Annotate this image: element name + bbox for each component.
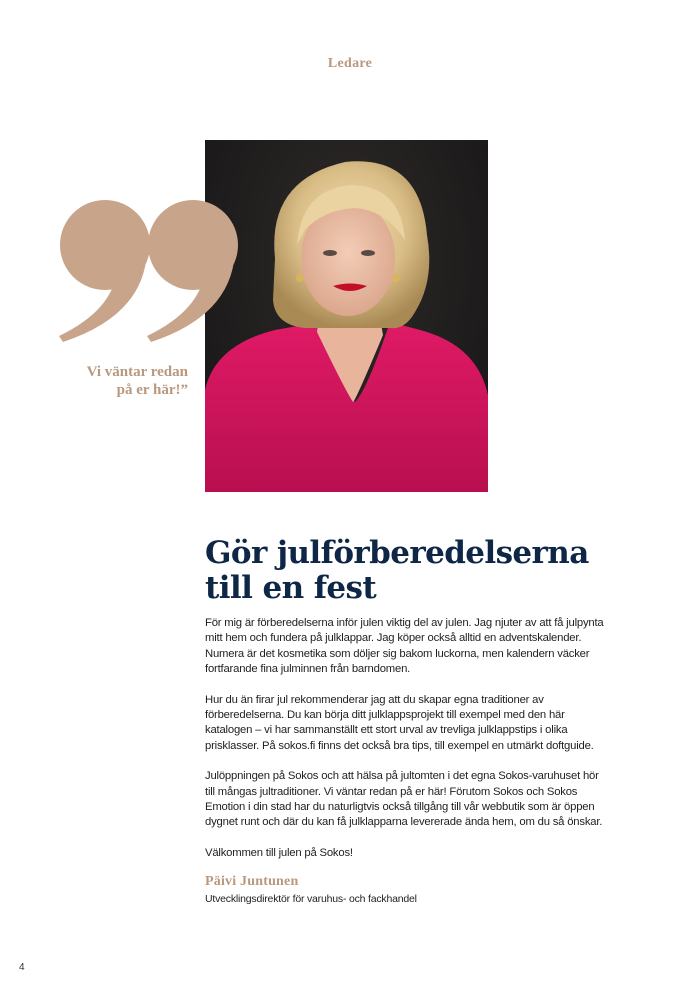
body-paragraph-2: Hur du än firar jul rekommenderar jag att du skapar egna traditioner av förberedelserna. Du kan börja ditt julklappsprojekt till exempel med den här katalogen – vi har sammanställt ett stort urval av trevliga julklappstips i olika prisklasser. På sokos.fi finns det också bra tips, till exempel en utmärkt doftguide. — [205, 693, 594, 752]
article-body — [205, 616, 605, 876]
closing-double-quote-icon — [55, 190, 245, 350]
body-paragraph-3: Julöppningen på Sokos och att hälsa på jultomten i det egna Sokos-varuhuset hör till mångas jultraditioner. Vi väntar redan på er här! Förutom Sokos och Sokos Emotion i din stad har du naturligtvis också tillgång till vår webbutik som är öppen dygnet runt och där du kan få julklapparna levererade ända hem, om du så önskar. — [205, 770, 603, 829]
article-headline — [205, 536, 645, 606]
pull-quote-line-2: på er här!” — [116, 382, 188, 398]
body-paragraph-1: För mig är förberedelserna inför julen viktig del av julen. Jag njuter av att få julpynta mitt hem och fundera på julklappar. Jag köper också alltid en adventskalender. Numera är det kosmetika som döljer sig bakom luckorna, men kalendern väcker fortfarande fina julminnen från barndomen. — [205, 617, 604, 676]
body-paragraph-4: Välkommen till julen på Sokos! — [205, 846, 353, 859]
headline-line-2: till en fest — [205, 570, 377, 606]
portrait-illustration — [205, 140, 488, 492]
section-label: Ledare — [327, 56, 373, 71]
headline-line-1: Gör julförberedelserna — [205, 535, 589, 571]
author-portrait — [205, 140, 488, 492]
pull-quote-line-1: Vi väntar redan — [86, 364, 188, 380]
page-number: 4 — [19, 962, 25, 973]
author-name: Päivi Juntunen — [205, 874, 299, 889]
pull-quote — [38, 363, 188, 399]
author-title: Utvecklingsdirektör för varuhus- och fackhandel — [205, 893, 417, 905]
